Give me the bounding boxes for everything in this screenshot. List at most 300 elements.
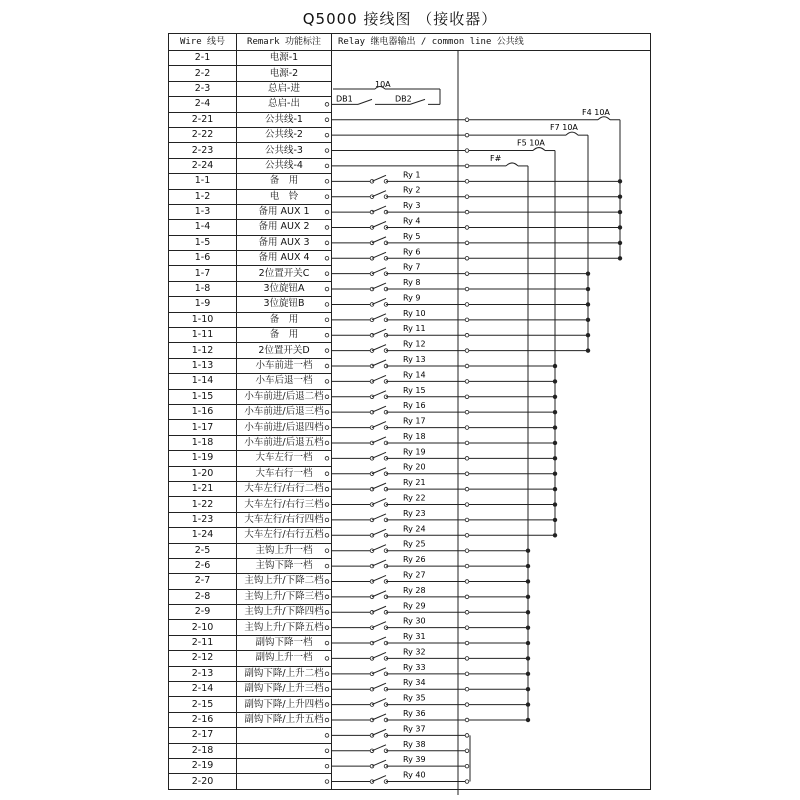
junction-dot (526, 641, 530, 645)
terminal-dot (465, 364, 469, 368)
wire-number: 1-18 (169, 435, 237, 450)
relay-label: Ry 12 (403, 339, 426, 349)
junction-dot (553, 441, 557, 445)
remark: 副钩下降/上升二档 (237, 666, 332, 681)
relay-contact (372, 329, 386, 335)
remark: 电源-2 (237, 66, 332, 81)
relay-contact (372, 221, 386, 227)
relay-label: Ry 10 (403, 308, 426, 318)
wire-number: 2-15 (169, 697, 237, 712)
terminal-dot (325, 364, 329, 368)
relay-label: Ry 33 (403, 662, 426, 672)
wire-number: 2-13 (169, 666, 237, 681)
junction-dot (586, 271, 590, 275)
junction-dot (618, 225, 622, 229)
junction-dot (526, 656, 530, 660)
wire-number: 2-17 (169, 728, 237, 743)
remark: 总启-出 (237, 97, 332, 112)
relay-label: Ry 39 (403, 755, 426, 765)
fuse-symbol (506, 163, 518, 166)
relay-contact (372, 514, 386, 520)
relay-label: Ry 2 (403, 185, 421, 195)
diagram-title: Q5000 接线图 （接收器） (302, 10, 498, 28)
remark: 公共线-1 (237, 112, 332, 127)
terminal-dot (465, 457, 469, 461)
junction-dot (553, 395, 557, 399)
relay-contact (372, 745, 386, 751)
relay-label: Ry 3 (403, 201, 421, 211)
wire-number: 1-9 (169, 297, 237, 312)
remark: 小车前进一档 (237, 358, 332, 373)
relay-contact (372, 699, 386, 705)
terminal-dot (325, 780, 329, 784)
terminal-dot (325, 734, 329, 738)
remark: 副钩下降一档 (237, 635, 332, 650)
relay-label: Ry 18 (403, 431, 426, 441)
terminal-dot (325, 549, 329, 553)
remark: 大车左行/右行三档 (237, 497, 332, 512)
junction-dot (586, 333, 590, 337)
junction-dot (586, 348, 590, 352)
wire-line (358, 99, 372, 104)
remark: 备 用 (237, 312, 332, 327)
relay-contact (372, 283, 386, 289)
terminal-dot (465, 210, 469, 214)
remark: 主钩上升/下降二档 (237, 574, 332, 589)
terminal-dot (325, 164, 329, 168)
relay-contact (372, 268, 386, 274)
relay-contact (372, 622, 386, 628)
relay-contact (372, 591, 386, 597)
terminal-dot (325, 703, 329, 707)
terminal-dot (465, 749, 469, 753)
terminal-dot (325, 272, 329, 276)
relay-label: Ry 4 (403, 216, 421, 226)
terminal-dot (465, 687, 469, 691)
wire-number: 1-7 (169, 266, 237, 281)
wire-number: 2-5 (169, 543, 237, 558)
terminal-dot (465, 626, 469, 630)
terminal-dot (465, 272, 469, 276)
wire-number: 2-20 (169, 774, 237, 789)
relay-contact (372, 206, 386, 212)
fuse-symbol (533, 148, 545, 151)
wire-number: 2-1 (169, 51, 237, 66)
remark: 公共线-3 (237, 143, 332, 158)
switch-label: DB2 (395, 94, 412, 104)
terminal-dot (465, 672, 469, 676)
junction-dot (526, 718, 530, 722)
junction-dot (586, 302, 590, 306)
terminal-dot (465, 380, 469, 384)
relay-label: Ry 8 (403, 278, 421, 288)
fuse-label: F4 10A (582, 107, 610, 117)
wire-number: 1-21 (169, 481, 237, 496)
remark: 副钩下降/上升五档 (237, 712, 332, 727)
wire-number: 2-19 (169, 758, 237, 773)
remark: 2位置开关C (237, 266, 332, 281)
remark: 2位置开关D (237, 343, 332, 358)
junction-dot (618, 179, 622, 183)
terminal-dot (325, 318, 329, 322)
junction-dot (618, 210, 622, 214)
relay-contact (372, 437, 386, 443)
terminal-dot (465, 549, 469, 553)
relay-contact (372, 529, 386, 535)
relay-contact (372, 191, 386, 197)
remark: 主钩上升/下降三档 (237, 589, 332, 604)
terminal-dot (325, 287, 329, 291)
wire-number: 2-12 (169, 651, 237, 666)
terminal-dot (325, 380, 329, 384)
wire-number: 1-17 (169, 420, 237, 435)
remark: 备用 AUX 3 (237, 235, 332, 250)
terminal-dot (465, 518, 469, 522)
remark: 副钩下降/上升三档 (237, 682, 332, 697)
wire-number: 2-2 (169, 66, 237, 81)
wire-number: 2-4 (169, 97, 237, 112)
terminal-dot (465, 503, 469, 507)
terminal-dot (465, 657, 469, 661)
terminal-dot (325, 426, 329, 430)
terminal-dot (325, 241, 329, 245)
terminal-dot (465, 395, 469, 399)
terminal-dot (325, 410, 329, 414)
fuse-label: F7 10A (550, 123, 578, 133)
remark: 大车左行/右行二档 (237, 481, 332, 496)
header-remark: Remark 功能标注 (237, 34, 332, 51)
remark: 大车左行/右行四档 (237, 512, 332, 527)
junction-dot (526, 625, 530, 629)
relay-contact (372, 175, 386, 181)
terminal-dot (325, 210, 329, 214)
terminal-dot (325, 718, 329, 722)
junction-dot (553, 472, 557, 476)
remark: 备 用 (237, 174, 332, 189)
wire-number: 1-20 (169, 466, 237, 481)
power-fuse-label: 10A (375, 79, 391, 89)
terminal-dot (325, 518, 329, 522)
wire-number: 1-16 (169, 404, 237, 419)
relay-label: Ry 19 (403, 447, 426, 457)
terminal-dot (465, 703, 469, 707)
terminal-dot (325, 626, 329, 630)
remark: 主钩下降一档 (237, 558, 332, 573)
wire-number: 2-11 (169, 635, 237, 650)
remark: 小车前进/后退五档 (237, 435, 332, 450)
header-wire: Wire 线号 (169, 34, 237, 51)
remark: 备用 AUX 2 (237, 220, 332, 235)
junction-dot (526, 548, 530, 552)
relay-contact (372, 575, 386, 581)
wire-number: 2-18 (169, 743, 237, 758)
relay-label: Ry 36 (403, 708, 426, 718)
fuse-symbol (598, 117, 610, 120)
terminal-dot (465, 133, 469, 137)
junction-dot (526, 672, 530, 676)
junction-dot (526, 564, 530, 568)
terminal-dot (465, 318, 469, 322)
terminal-dot (465, 641, 469, 645)
switch-label: DB1 (336, 94, 353, 104)
terminal-dot (465, 534, 469, 538)
relay-label: Ry 30 (403, 616, 426, 626)
relay-label: Ry 16 (403, 401, 426, 411)
terminal-dot (325, 472, 329, 476)
junction-dot (526, 595, 530, 599)
fuse-symbol (566, 132, 578, 135)
terminal-dot (465, 195, 469, 199)
terminal-dot (465, 780, 469, 784)
terminal-dot (465, 303, 469, 307)
relay-label: Ry 9 (403, 293, 421, 303)
relay-contact (372, 714, 386, 720)
relay-label: Ry 15 (403, 385, 426, 395)
wire-number: 1-19 (169, 451, 237, 466)
terminal-dot (465, 441, 469, 445)
relay-label: Ry 24 (403, 524, 426, 534)
terminal-dot (325, 333, 329, 337)
junction-dot (526, 702, 530, 706)
terminal-dot (325, 441, 329, 445)
relay-label: Ry 17 (403, 416, 426, 426)
terminal-dot (465, 426, 469, 430)
remark: 3位旋钮A (237, 281, 332, 296)
wire-number: 1-3 (169, 204, 237, 219)
relay-label: Ry 37 (403, 724, 426, 734)
relay-label: Ry 27 (403, 570, 426, 580)
terminal-dot (325, 687, 329, 691)
wire-number: 1-23 (169, 512, 237, 527)
terminal-dot (465, 333, 469, 337)
junction-dot (618, 195, 622, 199)
remark: 小车前进/后退二档 (237, 389, 332, 404)
wire-number: 1-6 (169, 251, 237, 266)
junction-dot (553, 410, 557, 414)
relay-contact (372, 668, 386, 674)
relay-label: Ry 6 (403, 247, 421, 257)
wire-number: 2-3 (169, 81, 237, 96)
terminal-dot (325, 749, 329, 753)
junction-dot (553, 364, 557, 368)
wire-number: 1-4 (169, 220, 237, 235)
wire-number: 1-8 (169, 281, 237, 296)
junction-dot (526, 579, 530, 583)
remark: 电源-1 (237, 51, 332, 66)
terminal-dot (465, 487, 469, 491)
wire-number: 1-13 (169, 358, 237, 373)
relay-label: Ry 28 (403, 585, 426, 595)
terminal-dot (325, 534, 329, 538)
terminal-dot (325, 226, 329, 230)
terminal-dot (325, 457, 329, 461)
terminal-dot (465, 610, 469, 614)
wire-number: 1-2 (169, 189, 237, 204)
wire-number: 1-5 (169, 235, 237, 250)
relay-contact (372, 652, 386, 658)
wire-number: 2-16 (169, 712, 237, 727)
remark: 小车前进/后退四档 (237, 420, 332, 435)
relay-contact (372, 606, 386, 612)
terminal-dot (325, 133, 329, 137)
terminal-dot (465, 287, 469, 291)
relay-contact (372, 345, 386, 351)
fuse-label: F# (490, 153, 502, 163)
wire-number: 2-23 (169, 143, 237, 158)
terminal-dot (465, 410, 469, 414)
relay-contact (372, 468, 386, 474)
relay-contact (372, 375, 386, 381)
relay-label: Ry 31 (403, 632, 426, 642)
relay-label: Ry 34 (403, 678, 426, 688)
relay-label: Ry 25 (403, 539, 426, 549)
terminal-dot (325, 610, 329, 614)
junction-dot (618, 256, 622, 260)
relay-contact (372, 729, 386, 735)
remark: 主钩上升/下降五档 (237, 620, 332, 635)
remark: 公共线-2 (237, 127, 332, 142)
relay-label: Ry 40 (403, 770, 426, 780)
relay-contact (372, 422, 386, 428)
terminal-dot (465, 595, 469, 599)
terminal-dot (465, 241, 469, 245)
wire-number: 1-22 (169, 497, 237, 512)
terminal-dot (325, 503, 329, 507)
junction-dot (526, 610, 530, 614)
wire-number: 2-8 (169, 589, 237, 604)
relay-contact (372, 298, 386, 304)
remark: 小车前进/后退三档 (237, 404, 332, 419)
junction-dot (553, 502, 557, 506)
relay-contact (372, 560, 386, 566)
relay-contact (372, 406, 386, 412)
remark: 大车左行/右行五档 (237, 528, 332, 543)
junction-dot (618, 241, 622, 245)
junction-dot (553, 425, 557, 429)
remark: 3位旋钮B (237, 297, 332, 312)
relay-label: Ry 7 (403, 262, 421, 272)
junction-dot (553, 533, 557, 537)
relay-label: Ry 11 (403, 324, 426, 334)
terminal-dot (325, 595, 329, 599)
terminal-dot (325, 657, 329, 661)
junction-dot (553, 487, 557, 491)
relay-contact (372, 391, 386, 397)
terminal-dot (325, 672, 329, 676)
fuse-label: F5 10A (517, 138, 545, 148)
terminal-dot (465, 564, 469, 568)
wire-number: 1-11 (169, 328, 237, 343)
remark: 备 用 (237, 328, 332, 343)
relay-contact (372, 452, 386, 458)
relay-contact (372, 252, 386, 258)
terminal-dot (465, 149, 469, 153)
relay-label: Ry 22 (403, 493, 426, 503)
remark: 副钩上升一档 (237, 651, 332, 666)
wire-number: 2-14 (169, 682, 237, 697)
relay-label: Ry 32 (403, 647, 426, 657)
terminal-dot (325, 256, 329, 260)
junction-dot (553, 518, 557, 522)
remark: 小车后退一档 (237, 374, 332, 389)
relay-contact (372, 683, 386, 689)
wire-number: 1-12 (169, 343, 237, 358)
wire-number: 2-10 (169, 620, 237, 635)
terminal-dot (465, 180, 469, 184)
terminal-dot (325, 641, 329, 645)
remark: 主钩上升一档 (237, 543, 332, 558)
relay-label: Ry 1 (403, 170, 421, 180)
terminal-dot (325, 580, 329, 584)
terminal-dot (465, 164, 469, 168)
terminal-dot (465, 226, 469, 230)
junction-dot (586, 318, 590, 322)
remark: 大车左行一档 (237, 451, 332, 466)
terminal-dot (465, 734, 469, 738)
wire-number: 1-1 (169, 174, 237, 189)
relay-contact (372, 760, 386, 766)
relay-label: Ry 26 (403, 555, 426, 565)
relay-label: Ry 21 (403, 478, 426, 488)
terminal-dot (465, 764, 469, 768)
terminal-dot (465, 256, 469, 260)
wire-number: 1-10 (169, 312, 237, 327)
wire-number: 1-15 (169, 389, 237, 404)
wire-number: 1-14 (169, 374, 237, 389)
terminal-dot (325, 195, 329, 199)
remark: 公共线-4 (237, 158, 332, 173)
wire-number: 2-24 (169, 158, 237, 173)
terminal-dot (465, 580, 469, 584)
terminal-dot (465, 472, 469, 476)
remark: 大车右行一档 (237, 466, 332, 481)
terminal-dot (325, 487, 329, 491)
terminal-dot (325, 303, 329, 307)
wire-number: 2-22 (169, 127, 237, 142)
relay-label: Ry 20 (403, 462, 426, 472)
relay-contact (372, 314, 386, 320)
terminal-dot (465, 349, 469, 353)
relay-label: Ry 23 (403, 508, 426, 518)
relay-contact (372, 545, 386, 551)
remark: 备用 AUX 4 (237, 251, 332, 266)
terminal-dot (325, 395, 329, 399)
relay-contact (372, 483, 386, 489)
wire-line (410, 99, 425, 104)
remark: 电 铃 (237, 189, 332, 204)
terminal-dot (325, 103, 329, 107)
terminal-dot (465, 718, 469, 722)
relay-label: Ry 38 (403, 739, 426, 749)
relay-contact (372, 776, 386, 782)
junction-dot (586, 287, 590, 291)
terminal-dot (325, 564, 329, 568)
relay-label: Ry 13 (403, 355, 426, 365)
remark: 主钩上升/下降四档 (237, 605, 332, 620)
junction-dot (553, 379, 557, 383)
terminal-dot (465, 118, 469, 122)
relay-label: Ry 35 (403, 693, 426, 703)
wire-number: 2-6 (169, 558, 237, 573)
remark: 备用 AUX 1 (237, 204, 332, 219)
terminal-dot (325, 180, 329, 184)
remark: 总启-进 (237, 81, 332, 96)
relay-label: Ry 14 (403, 370, 426, 380)
wire-number: 2-9 (169, 605, 237, 620)
relay-contact (372, 499, 386, 505)
relay-contact (372, 637, 386, 643)
wire-number: 2-7 (169, 574, 237, 589)
